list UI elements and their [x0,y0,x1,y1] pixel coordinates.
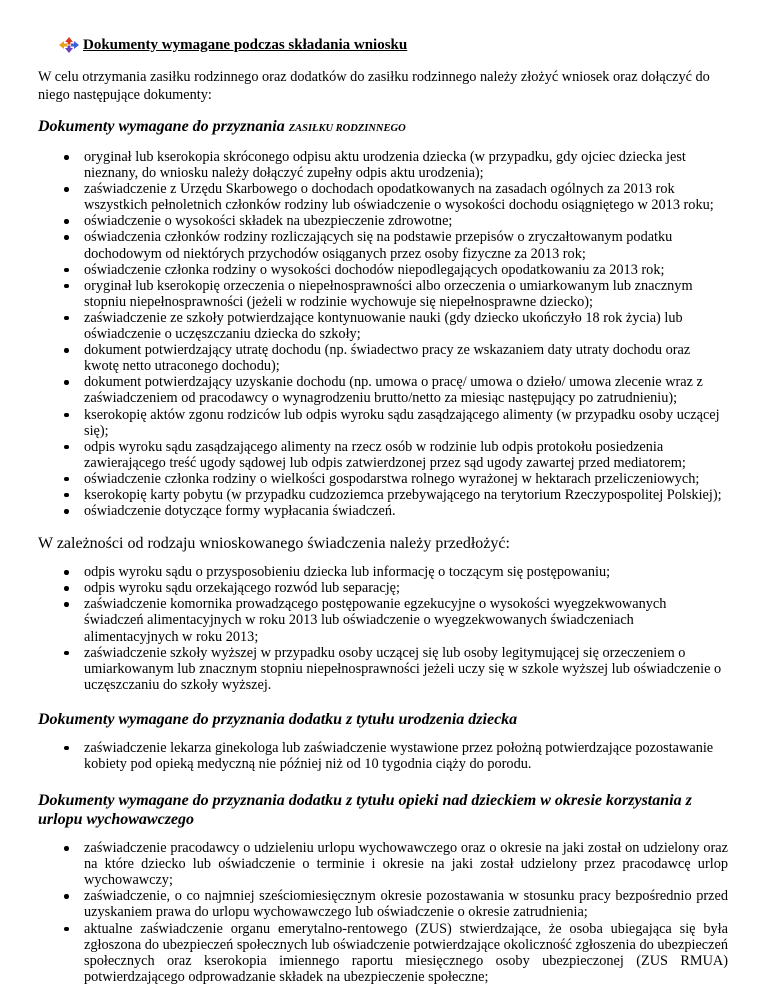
list-urlop [38,840,728,985]
list-item-text: oświadczenie członka rodziny o wysokości dochodów niepodlegających opodatkowaniu za 2013 rok; [84,261,665,278]
list-item [38,564,728,580]
list-item-text: aktualne zaświadczenie organu emerytalno-rentowego (ZUS) stwierdzające, że osoba ubiegająca się była zgłoszona do ubezpieczeń społecznych lub oświadczenie potwierdzające okoliczność zgłoszenia do ubezpieczeń społecznych oraz kserokopia imiennego raportu miesięcznego osoby ubezpieczonej (ZUS RMUA) potwierdzającego odprowadzanie składek na ubezpieczenie społeczne; [84,920,728,985]
list-item [38,596,728,644]
list-item [38,740,728,772]
bullet-icon [64,651,69,656]
list-item [38,407,728,439]
list-item [38,262,728,278]
bullet-icon [64,316,69,321]
list-item [38,149,728,181]
bullet-icon [64,927,69,932]
list-item-text: oświadczenie dotyczące formy wypłacania świadczeń. [84,503,396,520]
list-item-text: zaświadczenie szkoły wyższej w przypadku osoby uczącej się lub osoby legitymującej się orzeczeniem o umiarkowanym lub znacznym stopniu niepełnosprawności jeżeli uczy się w szkole wyższej lub oświadczenie o uczęszczaniu do szkoły wyższej. [84,644,722,693]
list-item [38,278,728,310]
list-zaleznosci [38,564,728,693]
bullet-icon [64,493,69,498]
bullet-icon [64,268,69,273]
list-item [38,580,728,596]
list-item-text: zaświadczenie z Urzędu Skarbowego o dochodach opodatkowanych na zasadach ogólnych za 2013 rok wszystkich pełnoletnich członków rodziny lub oświadczenie o wysokości dochodu osiągniętego w 2013 roku; [84,181,714,214]
bullet-icon [64,846,69,851]
list-item [38,645,728,693]
list-item-text: zaświadczenie ze szkoły potwierdzające kontynuowanie nauki (gdy dziecko ukończyło 18 rok życia) lub oświadczenie o uczęszczaniu dziecka do szkoły; [84,309,683,343]
intro-paragraph: W celu otrzymania zasiłku rodzinnego oraz dodatków do zasiłku rodzinnego należy złożyć wniosek oraz dołączyć do niego następujące dokumenty: [38,69,710,103]
bullet-icon [64,746,69,751]
bullet-icon [64,445,69,450]
section-heading-urodzenie: Dokumenty wymagane do przyznania dodatku z tytułu urodzenia dziecka [38,710,518,728]
section-heading-zasilek [38,117,728,138]
list-item [38,439,728,471]
list-zasilek [38,149,728,519]
bullet-icon [64,477,69,482]
bullet-icon [64,586,69,591]
bullet-icon [64,509,69,514]
list-item-text: oświadczenie członka rodziny o wielkości gospodarstwa rolnego wyrażonej w hektarach przeliczeniowych; [84,470,700,487]
document-title: Dokumenty wymagane podczas składania wniosku [83,36,408,53]
bullet-icon [64,602,69,607]
list-item-text: zaświadczenie, o co najmniej sześciomiesięcznym okresie pozostawania w stosunku pracy bezpośrednio przed uzyskaniem prawa do urlopu wychowawczego lub oświadczenie o okresie zatrudnienia; [84,888,728,921]
list-item-text: zaświadczenie komornika prowadzącego postępowanie egzekucyjne o wysokości wyegzekwowanych świadczeń alimentacyjnych w roku 2013 lub oświadczenie o wyegzekwowanych świadczeniach alimentacyjnych w roku 2013; [84,596,667,645]
section-heading-urlop: Dokumenty wymagane do przyznania dodatku z tytułu opieki nad dzieckiem w okresie korzystania z urlopu wychowawczego [38,792,692,829]
list-item-text: dokument potwierdzający utratę dochodu (np. świadectwo pracy ze wskazaniem daty utraty dochodu oraz kwotę netto utraconego dochodu); [84,342,691,375]
list-item [38,888,728,920]
list-item-text: zaświadczenie pracodawcy o udzieleniu urlopu wychowawczego oraz o okresie na jaki został on udzielony oraz na które dziecko lub oświadczenie o terminie i okresie na jaki został udzielony przez pracodawcę urlop wychowawczy; [84,840,728,889]
list-item [38,921,728,985]
list-item-text: dokument potwierdzający uzyskanie dochodu (np. umowa o pracę/ umowa o dzieło/ umowa zlecenie wraz z zaświadczeniem od pracodawcy o wynagrodzeniu brutto/netto za miesiąc następujący po zatrudnieniu); [84,374,703,407]
bullet-icon [64,348,69,353]
list-urodzenie [38,740,728,772]
list-item [38,310,728,342]
bullet-icon [64,894,69,899]
list-item [38,487,728,503]
list-item [38,374,728,406]
list-item-text: odpis wyroku sądu zasądzającego alimenty na rzecz osób w rodzinie lub odpis protokołu posiedzenia zawierającego treść ugody sądowej lub odpis zatwierdzonej przez sąd ugody zawartej przed mediatorem; [84,438,686,471]
section-heading-zaleznosci: W zależności od rodzaju wnioskowanego świadczenia należy przedłożyć: [38,535,510,553]
bullet-icon [64,155,69,160]
list-item [38,840,728,888]
list-item-text: oryginał lub kserokopia skróconego odpisu aktu urodzenia dziecka (w przypadku, gdy ojciec dziecka jest nieznany, do wniosku należy dołączyć zupełny odpis aktu urodzenia); [84,149,686,182]
list-item-text: oświadczenie o wysokości składek na ubezpieczenie zdrowotne; [84,213,453,230]
list-item-text: zaświadczenie lekarza ginekologa lub zaświadczenie wystawione przez położną potwierdzające pozostawanie kobiety pod opieką medyczną nie później niż od 10 tygodnia ciąży do porodu. [84,739,714,772]
list-item [38,503,728,519]
list-item [38,342,728,374]
bullet-icon [64,235,69,240]
bullet-icon [64,284,69,289]
list-item-text: odpis wyroku sądu orzekającego rozwód lub separację; [84,580,401,597]
arrow-bullet-icon [58,36,80,54]
bullet-icon [64,187,69,192]
bullet-icon [64,570,69,575]
list-item [38,181,728,213]
list-item-text: odpis wyroku sądu o przysposobieniu dziecka lub informację o toczącym się postępowaniu; [84,564,611,581]
section-heading-small: ZASIŁKU RODZINNEGO [288,123,406,134]
bullet-icon [64,413,69,418]
list-item-text: oświadczenia członków rodziny rozliczających się na podstawie przepisów o zryczałtowanym podatku dochodowym od niektórych przychodów osiąganych przez osoby fizyczne za 2013 rok; [84,229,673,262]
list-item [38,471,728,487]
section-heading-text: Dokumenty wymagane do przyznania [38,118,285,135]
list-item [38,229,728,261]
bullet-icon [64,219,69,224]
document-title-row [58,36,728,54]
list-item-text: kserokopię karty pobytu (w przypadku cudzoziemca przebywającego na terytorium Rzeczypospolitej Polskiej); [84,486,722,503]
list-item [38,213,728,229]
bullet-icon [64,380,69,385]
list-item-text: kserokopię aktów zgonu rodziców lub odpis wyroku sądu zasądzającego alimenty (w przypadku osoby uczącej się); [84,406,720,439]
list-item-text: oryginał lub kserokopię orzeczenia o niepełnosprawności albo orzeczenia o umiarkowanym lub znacznym stopniu niepełnosprawności (jeżeli w rodzinie wychowuje się niepełnosprawne dziecko); [84,277,693,310]
